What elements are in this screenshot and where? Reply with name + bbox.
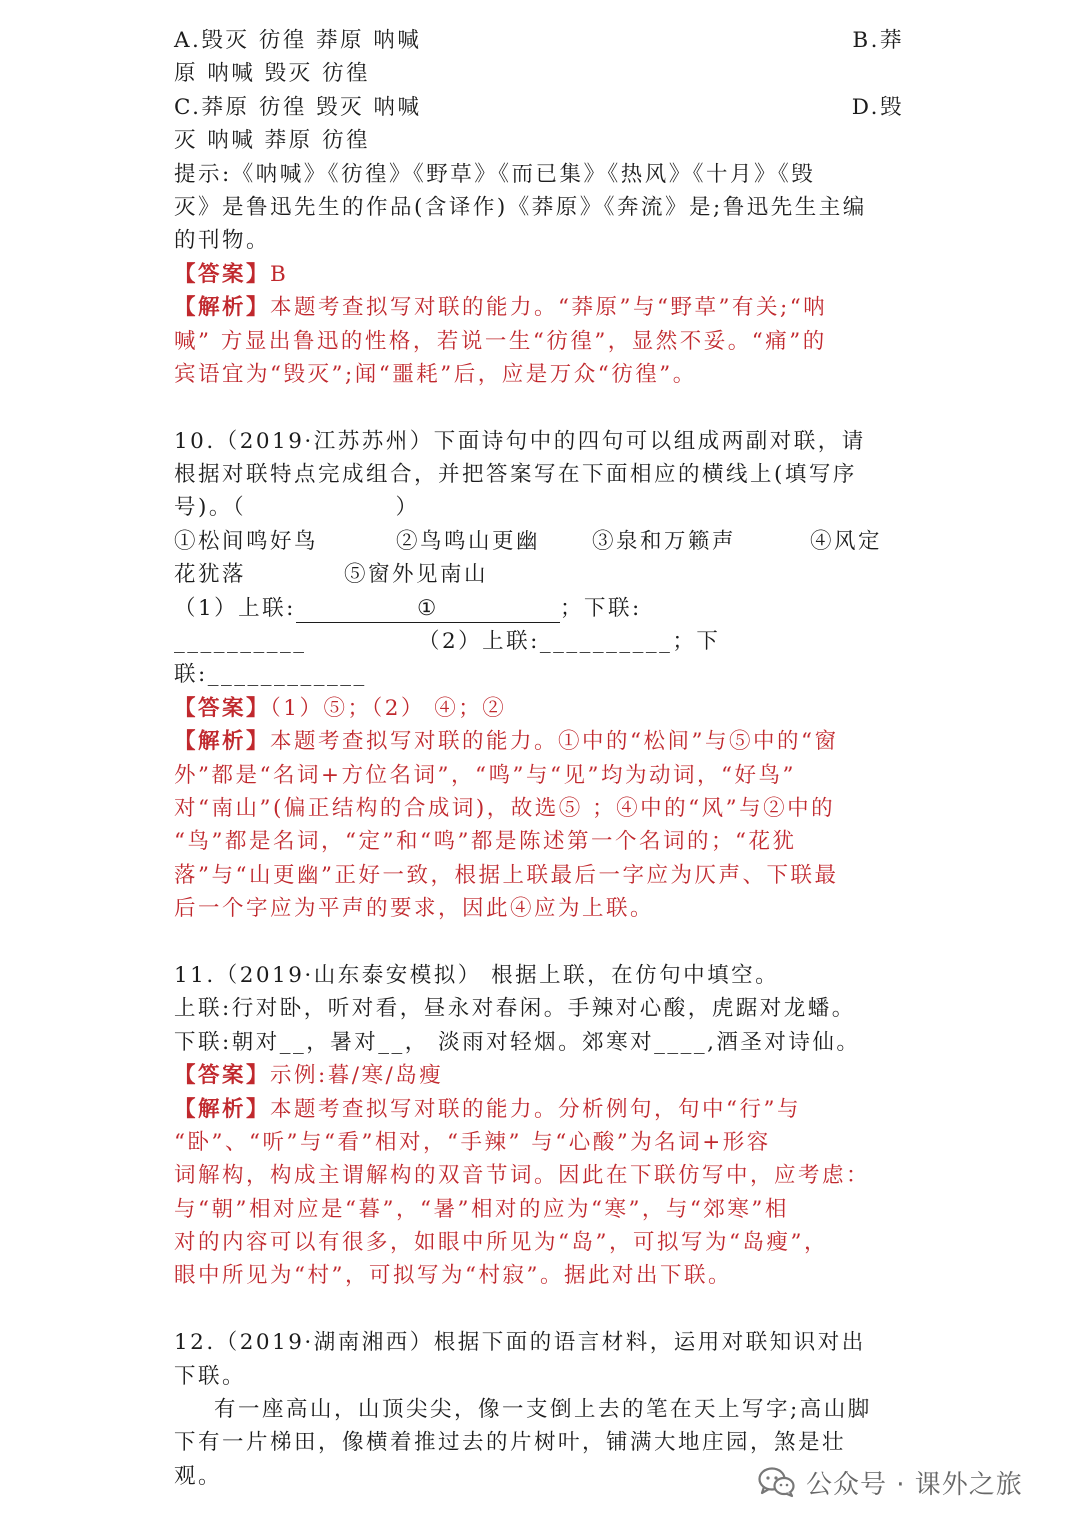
q11-analysis — [174, 1093, 904, 1126]
q12-material: 观。 — [174, 1463, 223, 1489]
q12-material: 有一座高山，山顶尖尖，像一支倒上去的笔在天上写字;高山脚 — [214, 1397, 872, 1423]
answer-text: B — [270, 261, 289, 287]
q9-analysis — [174, 291, 904, 324]
q10-fill-1 — [174, 592, 904, 625]
q10-analysis — [174, 725, 904, 758]
q10-stem: 10.（2019·江苏苏州）下面诗句中的四句可以组成两副对联，请 — [174, 428, 866, 454]
q10-option-3: ③泉和万籁声 — [592, 528, 737, 554]
analysis-text: “鸟”都是名词，“定”和“鸣”都是陈述第一个名词的；“花犹 — [174, 829, 797, 855]
fill-blank: __________ — [174, 629, 307, 655]
analysis-text: 对的内容可以有很多，如眼中所见为“岛”，可拟写为“岛瘦”， — [174, 1230, 828, 1256]
q12-stem: 12.（2019·湖南湘西）根据下面的语言材料，运用对联知识对出 — [174, 1330, 866, 1356]
answer-tag: 【答案】 — [174, 1063, 271, 1089]
fill-blank: ① — [296, 596, 560, 623]
q10-options — [174, 525, 904, 558]
analysis-text: 词解构，构成主谓解构的双音节词。因此在下联仿写中，应考虑： — [174, 1163, 871, 1189]
q10-option-4-cont: 花犹落 — [174, 562, 247, 588]
q9-answer — [174, 258, 904, 291]
q9-hint: 的刊物。 — [174, 228, 271, 254]
q11-upper-couplet: 上联:行对卧，听对看，昼永对春闲。手辣对心酸，虎踞对龙蟠。 — [174, 996, 856, 1022]
analysis-text: 本题考查拟写对联的能力。①中的“松间”与⑤中的“窗 — [270, 729, 839, 755]
answer-tag: 【答案】 — [174, 695, 271, 721]
q12-stem: 下联。 — [174, 1363, 247, 1389]
analysis-text: 本题考查拟写对联的能力。分析例句，句中“行”与 — [270, 1096, 802, 1122]
analysis-text: 对“南山”(偏正结构的合成词)，故选⑤ ；④中的“风”与②中的 — [174, 795, 836, 821]
wechat-icon — [758, 1466, 796, 1498]
q9-option-line: 原 呐喊 毁灭 彷徨 — [174, 61, 371, 87]
analysis-text: 喊” 方显出鲁迅的性格，若说一生“彷徨”，显然不妥。“痛”的 — [174, 328, 827, 354]
q10-fill-3: 联:____________ — [174, 662, 367, 688]
answer-tag: 【答案】 — [174, 261, 271, 287]
analysis-text: 落”与“山更幽”正好一致，根据上联最后一字应为仄声、下联最 — [174, 862, 839, 888]
q9-option-b: B.莽 — [852, 28, 904, 53]
q10-option-2: ②鸟鸣山更幽 — [396, 528, 541, 554]
q10-fill-2 — [174, 625, 904, 658]
watermark-text: 公众号 · 课外之旅 — [806, 1469, 1023, 1500]
fill-label: （1）上联: — [174, 595, 296, 621]
q9-option-d: D.毁 — [851, 94, 904, 120]
q9-hint: 灭》是鲁迅先生的作品(含译作)《莽原》《奔流》是;鲁迅先生主编 — [174, 194, 867, 220]
analysis-text: 眼中所见为“村”，可拟写为“村寂”。据此对出下联。 — [174, 1263, 732, 1289]
q9-option-line: 灭 呐喊 莽原 彷徨 — [174, 128, 371, 154]
analysis-text: 本题考查拟写对联的能力。“莽原”与“野草”有关;“呐 — [270, 295, 828, 321]
answer-text: （1）⑤；（2） ④；② — [270, 695, 507, 721]
q10-answer — [174, 692, 904, 725]
q10-option-5: ⑤窗外见南山 — [344, 562, 489, 588]
analysis-tag: 【解析】 — [174, 1096, 271, 1122]
q9-hint: 提示:《呐喊》《彷徨》《野草》《而已集》《热风》《十月》《毁 — [174, 161, 816, 187]
analysis-text: 后一个字应为平声的要求，因此④应为上联。 — [174, 896, 655, 922]
q11-answer — [174, 1059, 904, 1092]
q10-stem: 根据对联特点完成组合，并把答案写在下面相应的横线上(填写序 — [174, 462, 857, 488]
q11-stem: 11.（2019·山东泰安模拟） 根据上联，在仿句中填空。 — [174, 962, 780, 988]
analysis-text: 宾语宜为“毁灭”;闻“噩耗”后，应是万众“彷徨”。 — [174, 361, 697, 387]
q9-option-line — [174, 24, 904, 57]
answer-text: 示例:暮/寒/岛瘦 — [270, 1063, 444, 1089]
watermark — [758, 1460, 1023, 1504]
analysis-tag: 【解析】 — [174, 295, 271, 321]
analysis-tag: 【解析】 — [174, 729, 271, 755]
q10-options — [174, 558, 904, 591]
fill-label: ；下联: — [559, 595, 642, 621]
q11-lower-couplet: 下联:朝对__，暑对__， 淡雨对轻烟。郊寒对____,酒圣对诗仙。 — [174, 1029, 861, 1055]
document-page — [174, 24, 904, 1493]
analysis-text: 与“朝”相对应是“暮”，“暑”相对的应为“寒”，与“郊寒”相 — [174, 1196, 789, 1222]
q9-option-line — [174, 91, 904, 124]
analysis-text: 外”都是“名词+方位名词”，“鸣”与“见”均为动词，“好鸟” — [174, 762, 796, 788]
q10-option-1: ①松间鸣好鸟 — [174, 528, 319, 554]
q10-stem: 号)。（ ） — [174, 495, 420, 521]
q10-option-4: ④风定 — [810, 528, 883, 554]
q9-option-c: C.莽原 彷徨 毁灭 呐喊 — [174, 94, 422, 120]
analysis-text: “卧”、“听”与“看”相对，“手辣” 与“心酸”为名词+形容 — [174, 1129, 771, 1155]
q12-material: 下有一片梯田，像横着推过去的片树叶，铺满大地庄园，煞是壮 — [174, 1430, 847, 1456]
fill-label: （2）上联:__________；下 — [418, 629, 721, 655]
q9-option-a: A.毁灭 彷徨 莽原 呐喊 — [174, 28, 422, 53]
